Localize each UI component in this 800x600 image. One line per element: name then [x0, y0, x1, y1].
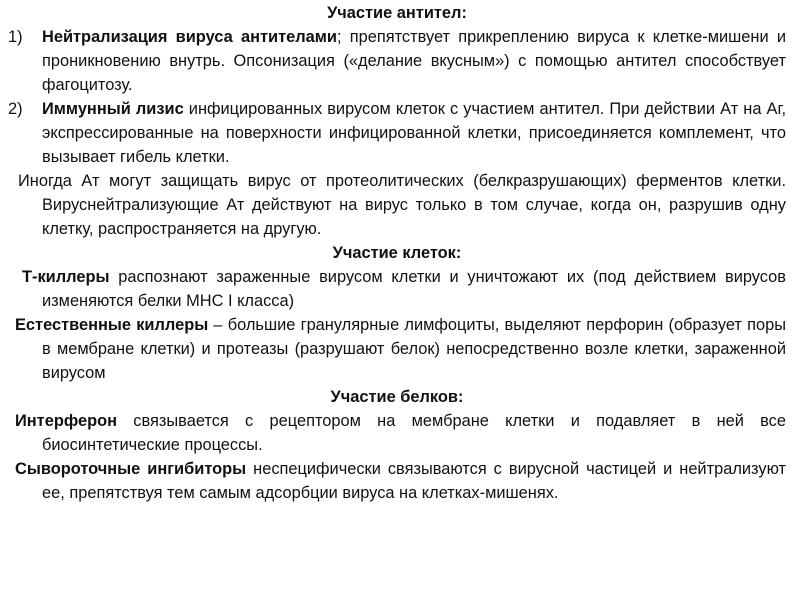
- antibodies-item-1: [8, 25, 786, 97]
- cells-heading: Участие клеток:: [332, 244, 462, 262]
- slide-content: [8, 0, 786, 505]
- cells-item-t-killers: [8, 265, 786, 313]
- list-marker: 1): [8, 28, 23, 46]
- list-marker: 2): [8, 100, 23, 118]
- antibodies-item-2: [8, 97, 786, 169]
- item-text: инфицированных вирусом клеток с участием антител. При действии Ат на Аг, экспрессированные на поверхности инфицированной клетки, присоединяется комплемент, что вызывает гибель клетки.: [42, 100, 786, 166]
- cells-item-nk: [8, 313, 786, 385]
- proteins-item-interferon: [8, 409, 786, 457]
- item-term: Интерферон: [15, 412, 118, 430]
- item-text: распознают зараженные вирусом клетки и уничтожают их (под действием вирусов изменяются белки МНС I класса): [42, 268, 786, 310]
- item-term: Сывороточные ингибиторы: [15, 460, 247, 478]
- item-text: связывается с рецептором на мембране клетки и подавляет в ней все биосинтетические процессы.: [42, 412, 786, 454]
- antibodies-note: Иногда Ат могут защищать вирус от протеолитических (белкразрушающих) ферментов клетки. Вируснейтрализующие Ат действуют на вирус только в том случае, когда он, разрушив одну клетку, распространяется на другую.: [18, 172, 786, 238]
- item-text: неспецифически связываются с вирусной частицей и нейтрализуют ее, препятствуя тем самым адсорбции вируса на клетках-мишенях.: [42, 460, 787, 502]
- item-term: Т-киллеры: [22, 268, 110, 286]
- item-text: – большие гранулярные лимфоциты, выделяют перфорин (образует поры в мембране клетки) и протеазы (разрушают белок) непосредственно возле клетки, зараженной вирусом: [42, 316, 786, 382]
- antibodies-heading: Участие антител:: [327, 4, 467, 22]
- item-text: ; препятствует прикреплению вируса к клетке-мишени и проникновению внутрь. Опсонизация («делание вкусным») с помощью антител способствует фагоцитозу.: [42, 28, 786, 94]
- item-term: Естественные киллеры: [15, 316, 209, 334]
- item-term: Нейтрализация вируса антителами: [42, 28, 337, 46]
- item-term: Иммунный лизис: [42, 100, 184, 118]
- proteins-heading: Участие белков:: [330, 388, 464, 406]
- proteins-item-serum-inhibitors: [8, 457, 786, 505]
